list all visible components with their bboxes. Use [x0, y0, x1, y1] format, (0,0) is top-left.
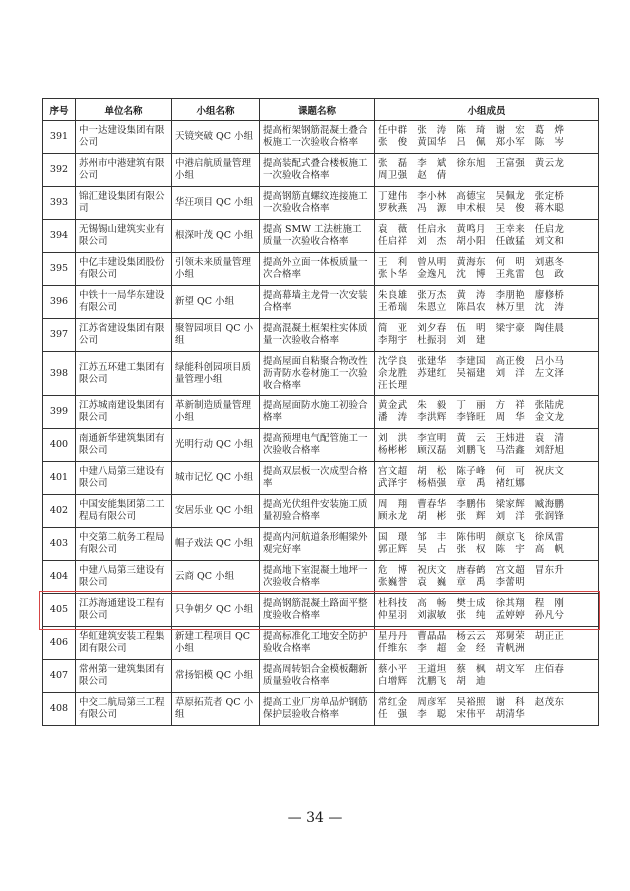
- unit-name: 南通新华建筑集团有限公司: [76, 429, 172, 462]
- members-cell: [375, 660, 599, 693]
- members-line: 沈学良 张建华 李建国 高正俊 吕小马: [378, 355, 565, 367]
- topic-name: 提高钢筋直螺纹连接施工一次验收合格率: [260, 187, 375, 220]
- group-name: 新建工程项目 QC 小组: [172, 627, 260, 660]
- row-number: 400: [43, 429, 76, 462]
- members-line: 仟维东 李 超 金 经 青帆洲: [378, 643, 526, 654]
- group-name: 中港启航质量管理小组: [172, 154, 260, 187]
- unit-name: 江苏城南建设集团有限公司: [76, 396, 172, 429]
- topic-name: 提高屋面自粘聚合物改性沥青防水卷材施工一次验收合格率: [260, 352, 375, 396]
- unit-name: 中铁十一局华东建设有限公司: [76, 286, 172, 319]
- row-number: 392: [43, 154, 76, 187]
- members-cell: [375, 561, 599, 594]
- row-number: 395: [43, 253, 76, 286]
- unit-name: 江苏五环建工集团有限公司: [76, 352, 172, 396]
- row-number: 393: [43, 187, 76, 220]
- members-line: 任中群 张 涛 陈 琦 谢 宏 葛 烨: [378, 125, 565, 136]
- header-group: 小组名称: [172, 99, 260, 121]
- topic-name: 提高外立面一体板质量一次合格率: [260, 253, 375, 286]
- members-cell: [375, 429, 599, 462]
- members-line: 丁建伟 李小林 高德宝 吴佩龙 张定桥: [378, 191, 565, 202]
- row-number: 404: [43, 561, 76, 594]
- table-row-highlighted: [43, 594, 599, 627]
- group-name: 根深叶茂 QC 小组: [172, 220, 260, 253]
- table-row: [43, 154, 599, 187]
- table-row: [43, 352, 599, 396]
- members-line: 张 俊 黄国华 吕 佩 郑小军 陈 岑: [378, 137, 565, 148]
- table-header-row: [43, 99, 599, 121]
- row-number: 406: [43, 627, 76, 660]
- members-cell: [375, 594, 599, 627]
- members-line: 潘 涛 李洪辉 李锋旺 周 华 金文龙: [378, 412, 565, 423]
- table-row: [43, 495, 599, 528]
- header-topic: 课题名称: [260, 99, 375, 121]
- row-number: 408: [43, 693, 76, 726]
- header-unit: 单位名称: [76, 99, 172, 121]
- members-cell: [375, 462, 599, 495]
- row-number: 405: [43, 594, 76, 627]
- table-row: [43, 627, 599, 660]
- unit-name: 中国安能集团第二工程局有限公司: [76, 495, 172, 528]
- unit-name: 苏州市中港建筑有限公司: [76, 154, 172, 187]
- table-row: [43, 693, 599, 726]
- table-row: [43, 528, 599, 561]
- topic-name: 提高双层板一次成型合格率: [260, 462, 375, 495]
- group-name: 新望 QC 小组: [172, 286, 260, 319]
- unit-name: 无锡锡山建筑实业有限公司: [76, 220, 172, 253]
- members-cell: [375, 352, 599, 396]
- table-row: [43, 187, 599, 220]
- group-name: 草原拓荒者 QC 小组: [172, 693, 260, 726]
- members-line: 蔡小平 王道坦 蔡 枫 胡文军 庄佰春: [378, 664, 565, 675]
- table-row: [43, 286, 599, 319]
- row-number: 399: [43, 396, 76, 429]
- unit-name: 锦汇建设集团有限公司: [76, 187, 172, 220]
- topic-name: 提高工业厂房单品炉钢筋保护层验收合格率: [260, 693, 375, 726]
- unit-name: 中建八局第三建设有限公司: [76, 462, 172, 495]
- group-name: 光明行动 QC 小组: [172, 429, 260, 462]
- topic-name: 提高标准化工地安全防护验收合格率: [260, 627, 375, 660]
- topic-name: 提高地下室混凝土地坪一次验收合格率: [260, 561, 375, 594]
- members-line: 朱良雄 张万杰 黄 涛 李朋艳 廖修桥: [378, 290, 565, 301]
- group-name: 云商 QC 小组: [172, 561, 260, 594]
- members-line: 张 磊 李 斌 徐东旭 王富强 黄云龙: [378, 158, 565, 169]
- members-line: 黄金武 朱 毅 丁 丽 方 祥 张陆虎: [378, 400, 565, 411]
- page-number: — 34 —: [287, 810, 343, 826]
- members-line: 张巍誉 袁 巍 章 禹 李蕾明: [378, 577, 526, 588]
- members-cell: [375, 253, 599, 286]
- members-line: 宫文超 胡 松 陈子峰 何 可 祝庆文: [378, 466, 565, 477]
- members-line: 杨彬彬 顾汉磊 刘鹏飞 马浩鑫 刘舒旭: [378, 445, 565, 456]
- members-line: 周 翔 曹春华 李鹏伟 梁家辉 臧海鹏: [378, 499, 565, 510]
- topic-name: 提高光伏组件安装施工质量初验合格率: [260, 495, 375, 528]
- group-name: 安居乐业 QC 小组: [172, 495, 260, 528]
- members-line: 国 璟 邹 丰 陈伟明 颜京飞 徐凤雷: [378, 532, 565, 543]
- members-cell: [375, 495, 599, 528]
- members-cell: [375, 693, 599, 726]
- members-line: 郭正辉 吴 占 张 权 陈 宇 高 帆: [378, 544, 565, 555]
- row-number: 403: [43, 528, 76, 561]
- group-name: 革新制造质量管理小组: [172, 396, 260, 429]
- unit-name: 中交第二航务工程局有限公司: [76, 528, 172, 561]
- members-line: 李翔宇 杜振羽 刘 建: [378, 335, 486, 346]
- members-line: 王 利 曾从明 黄海东 何 明 刘惠冬: [378, 257, 565, 268]
- members-line: 危 博 祝庆文 唐春鹤 宫文超 冒东升: [378, 565, 565, 576]
- unit-name: 华虹建筑安装工程集团有限公司: [76, 627, 172, 660]
- unit-name: 常州第一建筑集团有限公司: [76, 660, 172, 693]
- group-name: 天镜突破 QC 小组: [172, 121, 260, 154]
- members-cell: [375, 121, 599, 154]
- group-name: 绿能科创园项目质量管理小组: [172, 352, 260, 396]
- topic-name: 提高幕墙主龙骨一次安装合格率: [260, 286, 375, 319]
- unit-name: 江苏省建设集团有限公司: [76, 319, 172, 352]
- members-cell: [375, 187, 599, 220]
- row-number: 401: [43, 462, 76, 495]
- group-name: 帽子戏法 QC 小组: [172, 528, 260, 561]
- members-line: 任启祥 刘 杰 胡小阳 任啟猛 刘文和: [378, 236, 565, 247]
- members-line: 星丹丹 曹晶晶 杨云云 郑舅荣 胡正正: [378, 631, 565, 642]
- unit-name: 中建八局第三建设有限公司: [76, 561, 172, 594]
- members-line: 王希瑞 朱恩立 陈昌农 林万里 沈 涛: [378, 302, 565, 313]
- members-line: 仲星羽 刘淑敏 张 纯 孟婷婷 孙凡兮: [378, 610, 565, 621]
- members-line: 常红金 周彦军 吴裕照 谢 科 赵茂东: [378, 697, 565, 708]
- table-row: [43, 660, 599, 693]
- topic-name: 提高装配式叠合楼板施工一次验收合格率: [260, 154, 375, 187]
- topic-name: 提高预埋电气配管施工一次验收合格率: [260, 429, 375, 462]
- topic-name: 提高屋面防水施工初验合格率: [260, 396, 375, 429]
- topic-name: 提高钢筋混凝土路面平整度验收合格率: [260, 594, 375, 627]
- group-name: 聚智园项目 QC 小组: [172, 319, 260, 352]
- members-line: 武泽宇 杨梧强 章 禹 褚红娜: [378, 478, 526, 489]
- table-row: [43, 429, 599, 462]
- topic-name: 提高混凝土框架柱实体质量一次验收合格率: [260, 319, 375, 352]
- unit-name: 江苏海通建设工程有限公司: [76, 594, 172, 627]
- members-cell: [375, 319, 599, 352]
- members-cell: [375, 286, 599, 319]
- table-row: [43, 462, 599, 495]
- table-row: [43, 396, 599, 429]
- unit-name: 中交二航局第三工程有限公司: [76, 693, 172, 726]
- header-number: 序号: [43, 99, 76, 121]
- members-line: 杜科技 高 畅 樊士成 徐其翔 程 刚: [378, 598, 565, 609]
- members-line: 任 强 李 聪 宋伟平 胡清华: [378, 709, 526, 720]
- group-name: 常扬铝模 QC 小组: [172, 660, 260, 693]
- table-row: [43, 220, 599, 253]
- row-number: 396: [43, 286, 76, 319]
- topic-name: 提高 SMW 工法桩施工质量一次验收合格率: [260, 220, 375, 253]
- members-line: 白增辉 沈鹏飞 胡 迪: [378, 676, 486, 687]
- members-line: 顾永龙 胡 彬 张 辉 刘 洋 张润锋: [378, 511, 565, 522]
- row-number: 402: [43, 495, 76, 528]
- header-members: 小组成员: [375, 99, 599, 121]
- group-name: 只争朝夕 QC 小组: [172, 594, 260, 627]
- row-number: 398: [43, 352, 76, 396]
- members-cell: [375, 220, 599, 253]
- table-row: [43, 253, 599, 286]
- topic-name: 提高桁架钢筋混凝土叠合板施工一次验收合格率: [260, 121, 375, 154]
- row-number: 407: [43, 660, 76, 693]
- unit-name: 中一达建设集团有限公司: [76, 121, 172, 154]
- members-cell: [375, 528, 599, 561]
- members-line: 刘 洪 李宣明 黄 云 王炜进 袁 清: [378, 433, 565, 444]
- members-cell: [375, 396, 599, 429]
- topic-name: 提高周转铝合金模板翻新质量验收合格率: [260, 660, 375, 693]
- row-number: 391: [43, 121, 76, 154]
- members-line: 周卫强 赵 倩: [378, 170, 447, 181]
- table-body: [43, 121, 599, 726]
- members-line: 袁 薇 任启永 黄鸣月 王幸来 任启龙: [378, 224, 565, 235]
- members-line: 罗秋燕 冯 源 申术根 吴 俊 蒋木聪: [378, 203, 565, 214]
- table-row: [43, 319, 599, 352]
- table-row: [43, 121, 599, 154]
- group-name: 华汪项目 QC 小组: [172, 187, 260, 220]
- row-number: 397: [43, 319, 76, 352]
- members-cell: [375, 154, 599, 187]
- table-row: [43, 561, 599, 594]
- group-name: 城市记忆 QC 小组: [172, 462, 260, 495]
- group-name: 引领未来质量管理小组: [172, 253, 260, 286]
- members-cell: [375, 627, 599, 660]
- members-line: 佘龙胜 苏建红 吴福建 刘 洋 左文泽: [378, 367, 565, 379]
- topic-name: 提高内河航道条形帽梁外观完好率: [260, 528, 375, 561]
- row-number: 394: [43, 220, 76, 253]
- unit-name: 中亿丰建设集团股份有限公司: [76, 253, 172, 286]
- members-line: 简 亚 刘夕春 伍 明 梁宇豪 陶佳晨: [378, 323, 565, 334]
- award-table: [42, 98, 599, 726]
- members-line: 汪长理: [378, 379, 408, 391]
- members-line: 张卜华 金逸凡 沈 博 王兆雷 包 政: [378, 269, 565, 280]
